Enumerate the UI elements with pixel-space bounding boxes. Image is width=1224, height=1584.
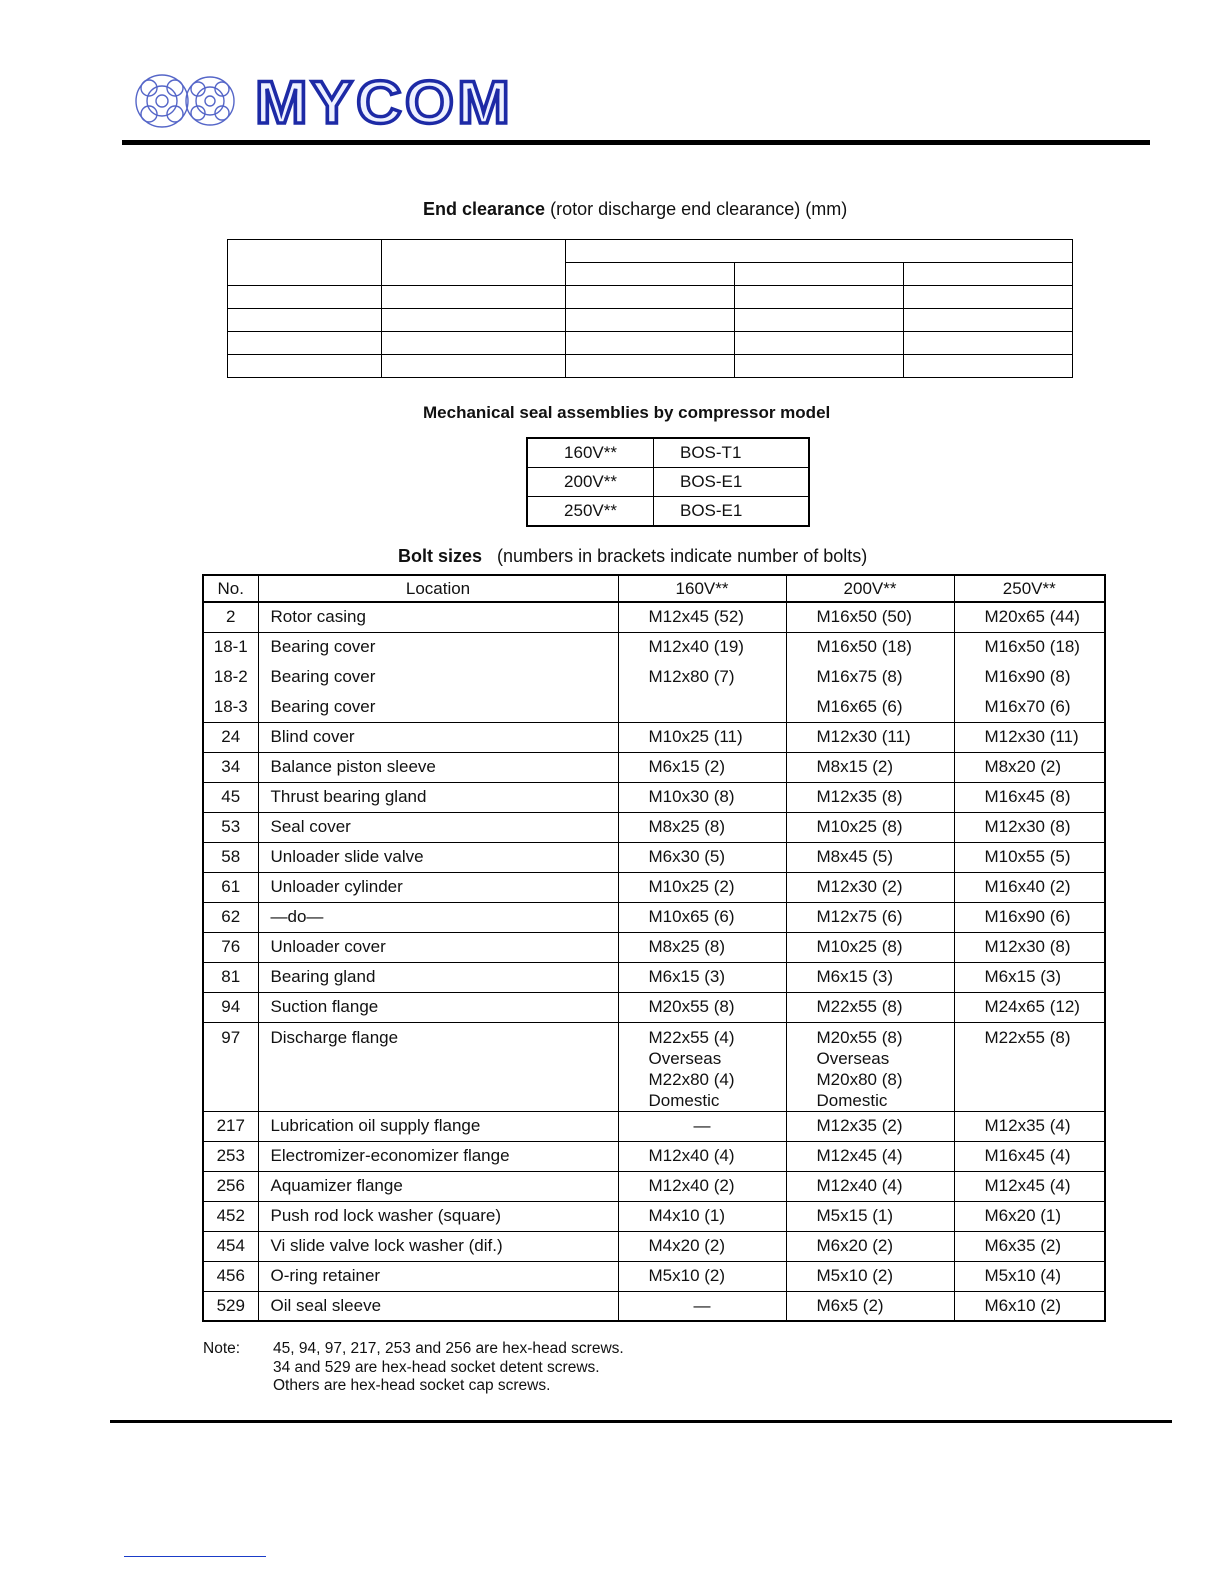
bolt-size-250: M16x90 (8) [954,662,1105,692]
table-row [203,962,1105,992]
bolt-size-160: M12x40 (2) [618,1171,786,1201]
bolt-no: 18-1 [203,632,258,662]
bolt-location: Seal cover [258,812,618,842]
bolt-no: 62 [203,902,258,932]
bolt-size-200: M8x45 (5) [786,842,954,872]
bolt-location: Balance piston sleeve [258,752,618,782]
bolt-size-line: Domestic [816,1090,888,1110]
table-row [203,872,1105,902]
bolt-location: Rotor casing [258,602,618,632]
bolt-size-160: M10x30 (8) [618,782,786,812]
bolt-rows [203,1111,1105,1321]
bolt-no: 53 [203,812,258,842]
bolt-size-line: M20x80 (8) [816,1069,903,1089]
bolt-size-200: M5x10 (2) [786,1261,954,1291]
seal-assembly: BOS-T1 [654,438,810,468]
bolt-size-250: M12x45 (4) [954,1171,1105,1201]
bolt-location: O-ring retainer [258,1261,618,1291]
bolt-no: 256 [203,1171,258,1201]
table-row [203,632,1105,662]
header-rule [122,140,1150,145]
bolt-size-250: M16x90 (6) [954,902,1105,932]
table-row [228,332,1073,355]
bolt-size-160: M4x10 (1) [618,1201,786,1231]
note-line: 34 and 529 are hex-head socket detent screws. [273,1358,600,1376]
mycom-logo [132,70,517,132]
bolt-location: Thrust bearing gland [258,782,618,812]
bolt-size-200: M16x65 (6) [786,692,954,722]
bolt-no: 18-2 [203,662,258,692]
bolt-size-250: M20x65 (44) [954,602,1105,632]
bolt-size-250: M16x50 (18) [954,632,1105,662]
table-row [203,842,1105,872]
table-row [203,1201,1105,1231]
header-cell: 250V** [954,575,1105,602]
bolt-size-160: M6x30 (5) [618,842,786,872]
bolt-sizes-title: Bolt sizes (numbers in brackets indicate number of bolts) [398,546,868,566]
table-row [203,1261,1105,1291]
bolt-size-200: M10x25 (8) [786,932,954,962]
bolt-size-250: M5x10 (4) [954,1261,1105,1291]
bolt-size-200: M22x55 (8) [786,992,954,1022]
table-row [228,240,1073,263]
bolt-size-250: M6x15 (3) [954,962,1105,992]
table-row [527,468,809,497]
bolt-size-160: — [618,1111,786,1141]
table-row [203,992,1105,1022]
bolt-size-160 [618,692,786,722]
bolt-no: 58 [203,842,258,872]
bolt-size-line: Overseas [648,1048,722,1068]
bolt-size-160: M20x55 (8) [618,992,786,1022]
bolt-size-200: M12x35 (8) [786,782,954,812]
bolt-size-250: M12x30 (8) [954,812,1105,842]
bolt-no: 76 [203,932,258,962]
bolt-no: 454 [203,1231,258,1261]
footer-rule [110,1420,1172,1423]
bolt-location: Unloader cover [258,932,618,962]
bolt-location: Vi slide valve lock washer (dif.) [258,1231,618,1261]
bolt-size-line: M22x55 (4) [648,1027,735,1047]
bolt-size-250: M6x10 (2) [954,1291,1105,1321]
bolt-no: 217 [203,1111,258,1141]
bolt-size-200: M12x30 (2) [786,872,954,902]
bolt-size-160: M6x15 (3) [618,962,786,992]
table-row [228,309,1073,332]
bolt-size-160: M4x20 (2) [618,1231,786,1261]
bolt-size-line: Overseas [816,1048,890,1068]
note-line: 45, 94, 97, 217, 253 and 256 are hex-head screws. [273,1340,624,1357]
bolt-size-160: M12x45 (52) [618,602,786,632]
seal-title: Mechanical seal assemblies by compressor model [423,403,831,422]
bolt-size-160 [618,1022,786,1111]
bolt-no: 24 [203,722,258,752]
bolt-size-250: M10x55 (5) [954,842,1105,872]
bolt-size-200: M12x40 (4) [786,1171,954,1201]
bolt-size-200: M6x15 (3) [786,962,954,992]
bolt-location: Lubrication oil supply flange [258,1111,618,1141]
bolt-size-250: M22x55 (8) [954,1022,1105,1111]
footer-link-underline [124,1556,266,1557]
table-row [203,1291,1105,1321]
bolt-no: 529 [203,1291,258,1321]
bolt-location: Bearing cover [258,692,618,722]
bolt-location: Suction flange [258,992,618,1022]
bolt-location: Bearing gland [258,962,618,992]
header-cell: No. [203,575,258,602]
bolt-size-200: M12x35 (2) [786,1111,954,1141]
seal-assembly: BOS-E1 [654,497,810,527]
table-row [203,1231,1105,1261]
note-label: Note: [203,1340,241,1357]
bolt-location: Electromizer-economizer flange [258,1141,618,1171]
bolt-size-line: Domestic [648,1090,720,1110]
bolt-size-160: M10x65 (6) [618,902,786,932]
table-row [203,932,1105,962]
bolt-location: Unloader cylinder [258,872,618,902]
table-row [203,1141,1105,1171]
bolt-size-250: M24x65 (12) [954,992,1105,1022]
table-row [203,662,1105,692]
seal-assembly: BOS-E1 [654,468,810,497]
bolt-size-200: M10x25 (8) [786,812,954,842]
table-row [527,438,809,468]
table-row [203,722,1105,752]
table-row [203,602,1105,632]
seal-model: 250V** [527,497,654,527]
bolt-size-250: M12x30 (11) [954,722,1105,752]
table-row [203,902,1105,932]
bolt-sizes-table [202,574,1106,1322]
end-clearance-table [227,239,1073,378]
bolt-no: 253 [203,1141,258,1171]
bolt-location: Discharge flange [258,1022,618,1111]
table-row [228,355,1073,378]
table-row [203,1171,1105,1201]
bolt-size-200: M6x5 (2) [786,1291,954,1321]
bolt-size-160: M10x25 (11) [618,722,786,752]
header-cell: Location [258,575,618,602]
bolt-size-200: M5x15 (1) [786,1201,954,1231]
bolt-size-200: M16x50 (50) [786,602,954,632]
bolt-size-200: M6x20 (2) [786,1231,954,1261]
bolt-no: 94 [203,992,258,1022]
bolt-size-160: M10x25 (2) [618,872,786,902]
table-row [527,497,809,527]
bolt-location: —do— [258,902,618,932]
bolt-no: 61 [203,872,258,902]
bolt-size-200: M12x30 (11) [786,722,954,752]
table-row [203,752,1105,782]
bolt-size-250: M12x35 (4) [954,1111,1105,1141]
seal-model: 160V** [527,438,654,468]
bolt-size-250: M12x30 (8) [954,932,1105,962]
bolt-size-200: M16x75 (8) [786,662,954,692]
bolt-location: Bearing cover [258,662,618,692]
bolt-size-250: M8x20 (2) [954,752,1105,782]
bolt-size-250: M16x45 (8) [954,782,1105,812]
bolt-size-250: M6x20 (1) [954,1201,1105,1231]
bolt-size-200: M12x75 (6) [786,902,954,932]
seal-model: 200V** [527,468,654,497]
table-row [203,782,1105,812]
bolt-no: 81 [203,962,258,992]
rotor-logo-icon [136,75,234,127]
bolt-size-250: M16x45 (4) [954,1141,1105,1171]
bolt-size-160: M5x10 (2) [618,1261,786,1291]
bolt-size-160: M12x40 (4) [618,1141,786,1171]
bolt-size-160: M8x25 (8) [618,932,786,962]
header-cell: 200V** [786,575,954,602]
bolt-no: 452 [203,1201,258,1231]
bolt-no: 2 [203,602,258,632]
table-row [203,812,1105,842]
bolt-size-160: M6x15 (2) [618,752,786,782]
bolt-size-160: — [618,1291,786,1321]
bolt-size-line: M20x55 (8) [816,1027,903,1047]
bolt-rows [203,602,1105,1022]
bolt-no: 18-3 [203,692,258,722]
seal-table [526,437,810,527]
bolt-no: 97 [203,1022,258,1111]
note-line: Others are hex-head socket cap screws. [273,1377,551,1394]
bolt-size-250: M16x40 (2) [954,872,1105,902]
end-clearance-title: End clearance (rotor discharge end clearance) (mm) [423,199,848,219]
bolt-location: Unloader slide valve [258,842,618,872]
bolt-location: Bearing cover [258,632,618,662]
bolt-location: Push rod lock washer (square) [258,1201,618,1231]
bolt-no: 456 [203,1261,258,1291]
bolt-size-160: M12x40 (19) [618,632,786,662]
bolt-size-160: M12x80 (7) [618,662,786,692]
bolt-no: 34 [203,752,258,782]
table-row [203,692,1105,722]
table-row [203,1022,1105,1111]
bolt-location: Blind cover [258,722,618,752]
bolt-size-200: M16x50 (18) [786,632,954,662]
bolt-size-200: M8x15 (2) [786,752,954,782]
bolt-size-160: M8x25 (8) [618,812,786,842]
bolt-size-250: M16x70 (6) [954,692,1105,722]
bolt-size-250: M6x35 (2) [954,1231,1105,1261]
brand-wordmark: MYCOM [255,70,513,132]
bolt-size-200: M12x45 (4) [786,1141,954,1171]
bolt-location: Aquamizer flange [258,1171,618,1201]
table-row [228,286,1073,309]
table-header-row [203,575,1105,602]
bolt-size-line: M22x80 (4) [648,1069,735,1089]
table-row [203,1111,1105,1141]
bolt-size-200 [786,1022,954,1111]
bolt-no: 45 [203,782,258,812]
bolt-location: Oil seal sleeve [258,1291,618,1321]
header-cell: 160V** [618,575,786,602]
